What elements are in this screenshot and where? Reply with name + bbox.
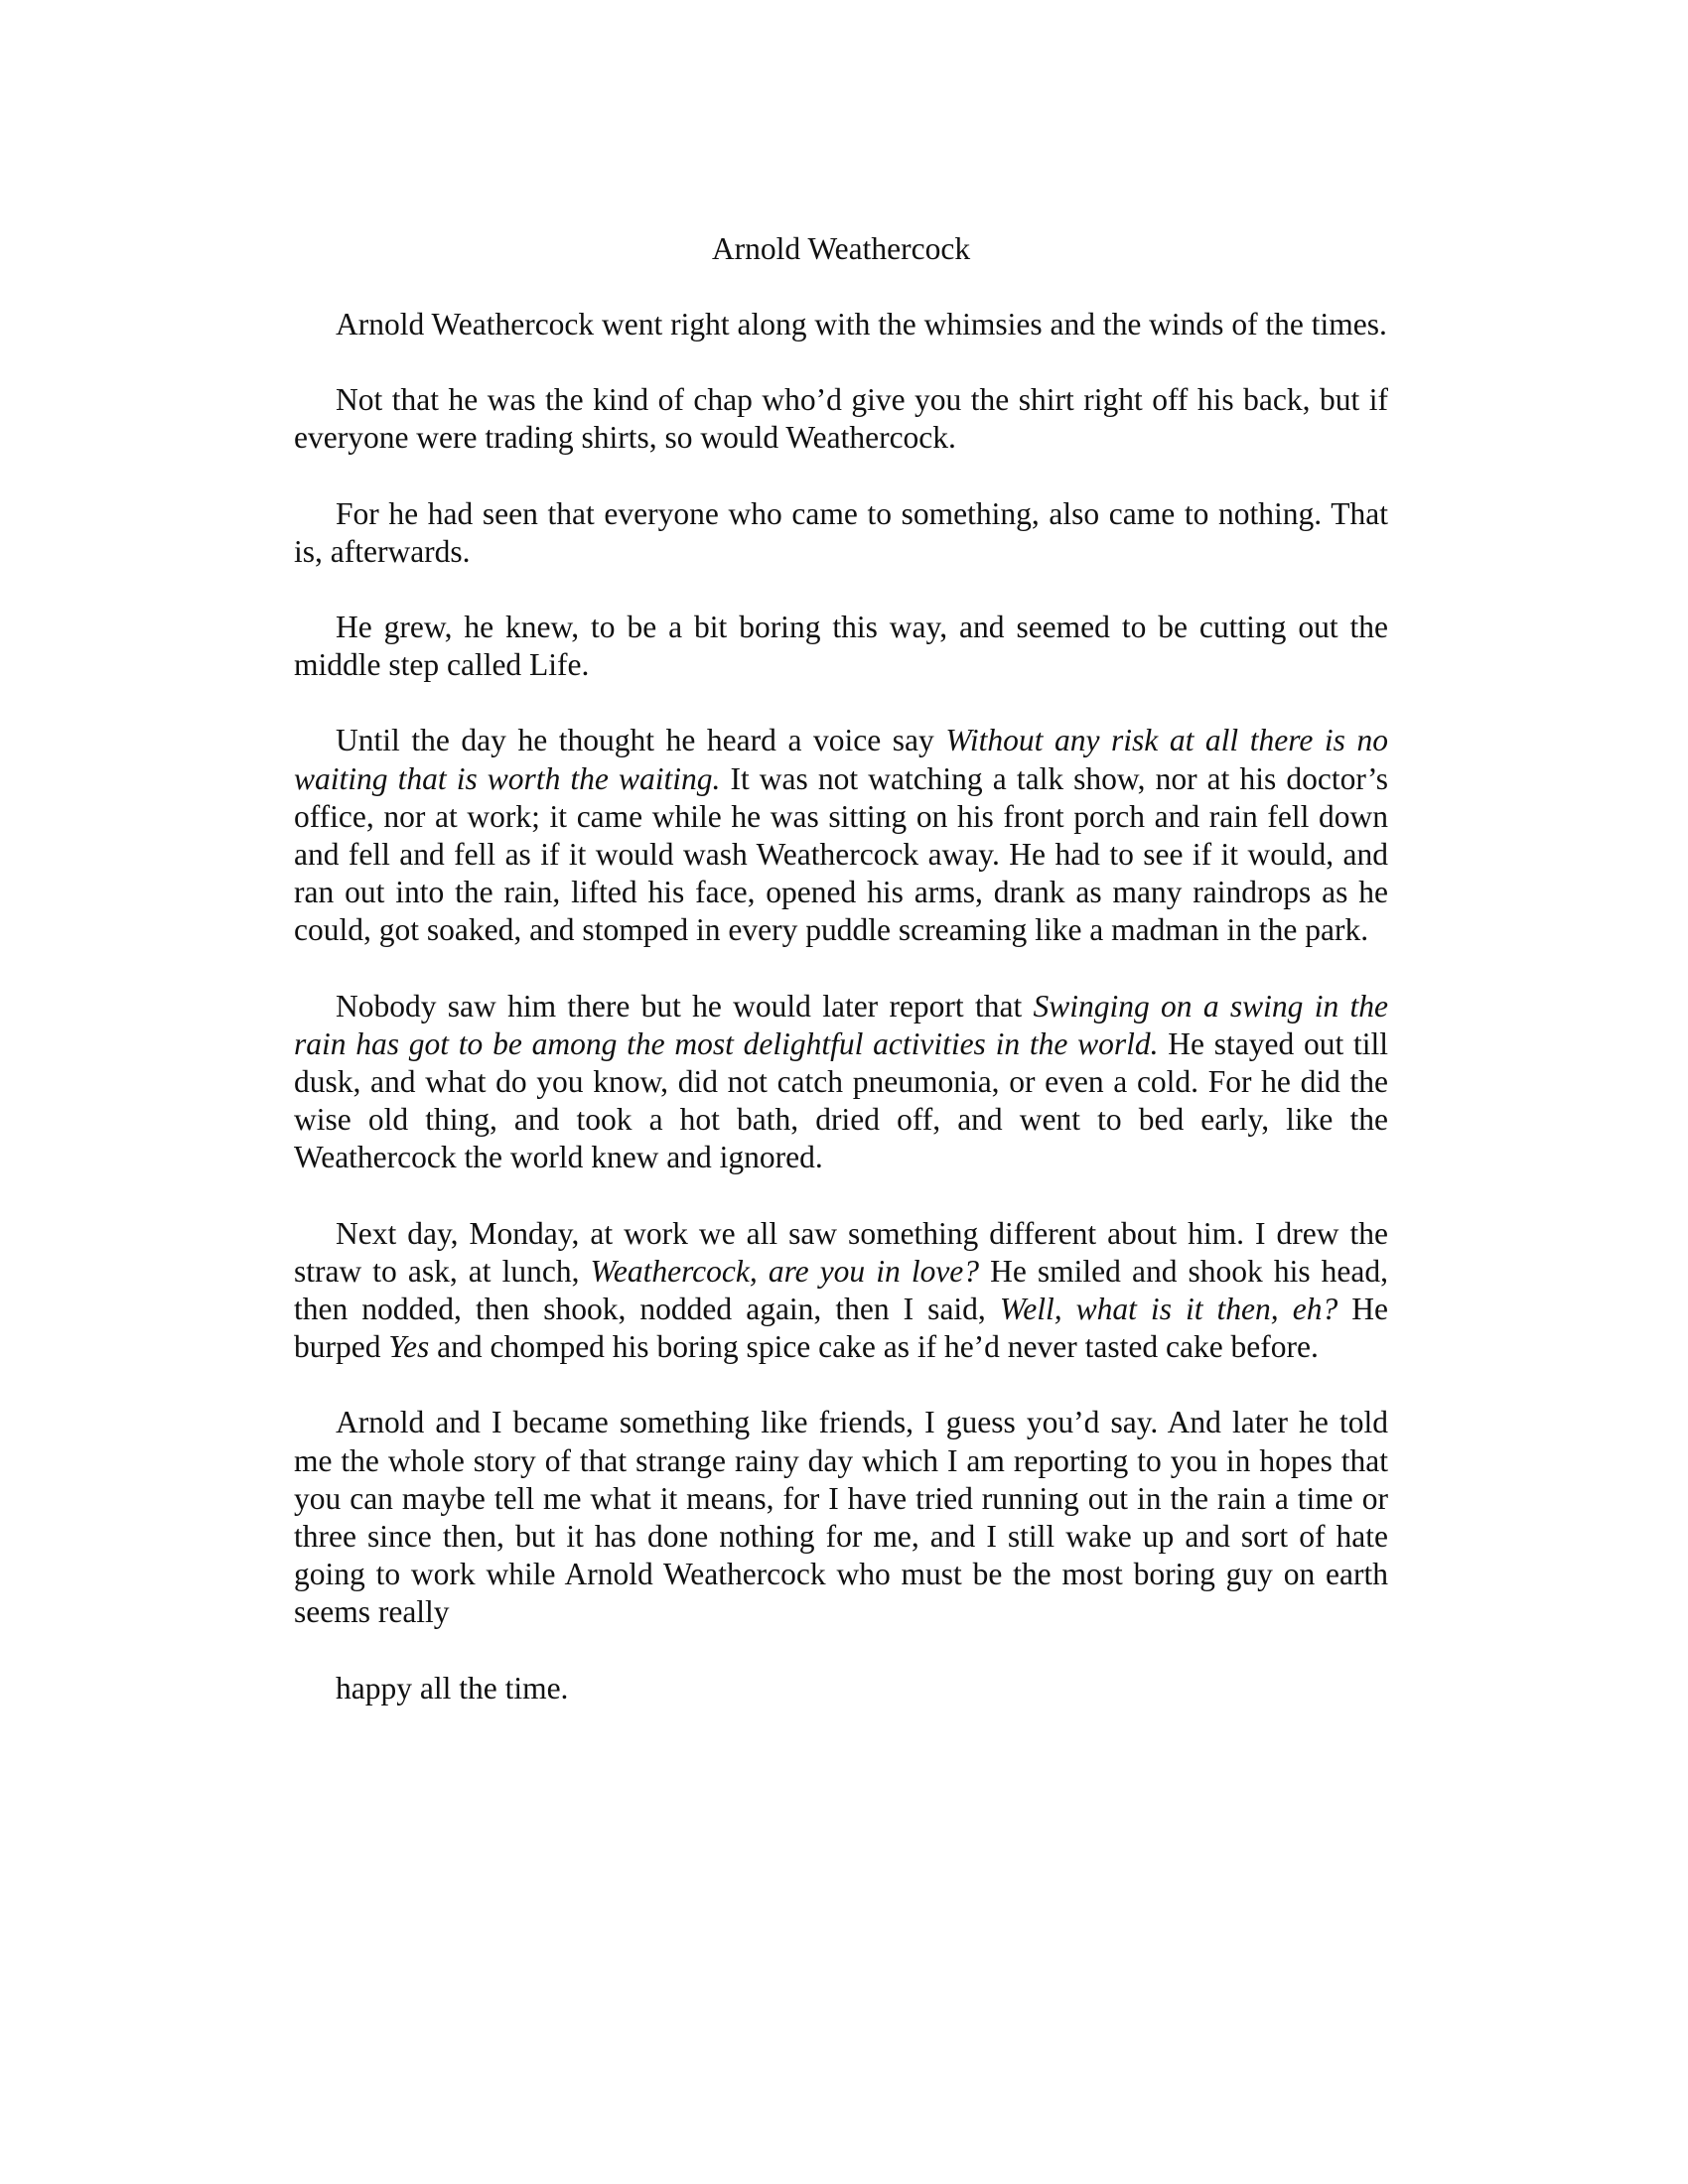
paragraph-text: He smiled and shook his head, then nodded, then shook, nodded again, then I said, <box>294 1253 1389 1327</box>
paragraph <box>294 1404 1388 1631</box>
paragraph-italic-text: Weathercock, are you in love? <box>590 1253 980 1289</box>
paragraph <box>294 495 1388 571</box>
paragraph-italic-text: Yes <box>388 1329 430 1365</box>
paragraph <box>294 306 1388 343</box>
paragraph-text: Until the day he thought he heard a voice say <box>336 723 946 758</box>
paragraph-text: Next day, Monday, at work we all saw something different about him. I drew the straw to ask, at lunch, <box>294 1215 1388 1289</box>
paragraph-text: He grew, he knew, to be a bit boring this way, and seemed to be cutting out the middle step called Life. <box>294 610 1388 683</box>
paragraph-text: For he had seen that everyone who came to something, also came to nothing. That is, afterwards. <box>294 495 1388 569</box>
paragraph <box>294 1215 1388 1367</box>
paragraph-text: happy all the time. <box>336 1670 569 1706</box>
document-title: Arnold Weathercock <box>711 231 971 266</box>
paragraph <box>294 381 1388 457</box>
paragraph-text: He stayed out till dusk, and what do you know, did not catch pneumonia, or even a cold. For he did the wise old thing, and took a hot bath, dried off, and went to bed early, like the Weathercock the world knew and ignored. <box>294 1025 1388 1175</box>
paragraph-text: It was not watching a talk show, nor at his doctor’s office, nor at work; it came while he was sitting on his front porch and rain fell down and fell and fell as if it would wash Weathercock away. He had to see if it would, and ran out into the rain, lifted his face, opened his arms, drank as many raindrops as he could, got soaked, and stomped in every puddle screaming like a madman in the park. <box>294 760 1388 948</box>
paragraph-text: and chomped his boring spice cake as if he’d never tasted cake before. <box>429 1329 1319 1365</box>
document-body <box>294 230 1388 1745</box>
paragraph <box>294 722 1388 949</box>
paragraph <box>294 1670 1388 1707</box>
paragraph-italic-text: Well, what is it then, eh? <box>999 1292 1338 1327</box>
paragraph-text: Arnold and I became something like friends, I guess you’d say. And later he told me the whole story of that strange rainy day which I am reporting to you in hopes that you can maybe tell me what it means, for I have tried running out in the rain a time or three since then, but it has done nothing for me, and I still wake up and sort of hate going to work while Arnold Weathercock who must be the most boring guy on earth seems really <box>294 1405 1388 1630</box>
paragraph-italic-text: Swinging on a swing in the rain has got to be among the most delightful activities in the world. <box>294 988 1388 1061</box>
paragraph-italic-text: Without any risk at all there is no waiting that is worth the waiting. <box>294 723 1388 796</box>
paragraph <box>294 988 1388 1177</box>
paragraph-text: Not that he was the kind of chap who’d give you the shirt right off his back, but if everyone were trading shirts, so would Weathercock. <box>294 382 1388 456</box>
paragraph-text: Nobody saw him there but he would later report that <box>336 988 1034 1024</box>
paragraph-text: Arnold Weathercock went right along with the whimsies and the winds of the times. <box>336 307 1387 341</box>
paragraph <box>294 609 1388 684</box>
paragraph-text: He burped <box>294 1292 1388 1365</box>
